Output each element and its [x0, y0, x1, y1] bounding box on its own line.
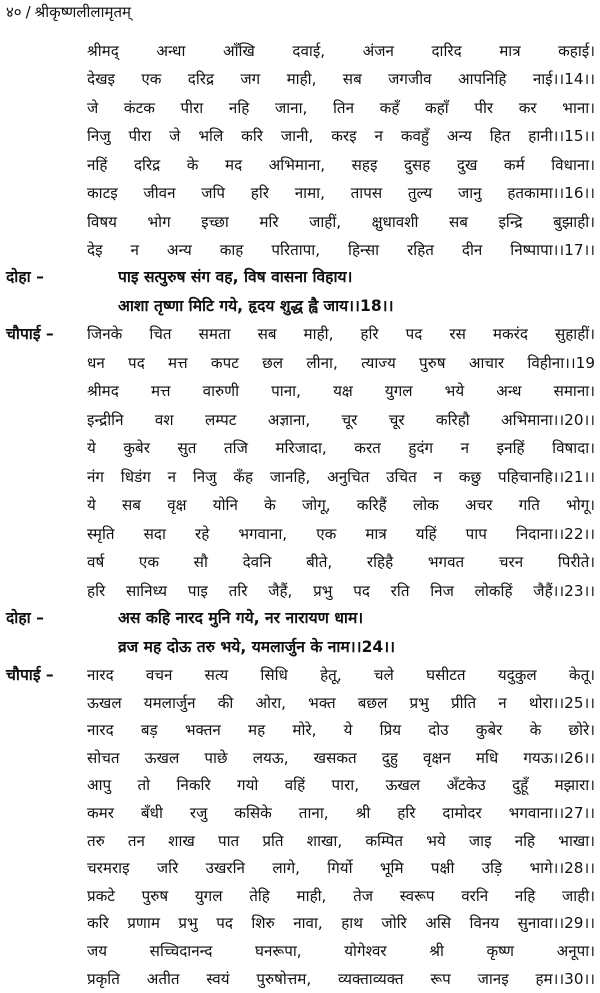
verse-line: जिनके चित समता सब माही, हरि पद रस मकरंद सुहाहीं।	[87, 325, 595, 343]
verse-line: प्रकटे पुरुष युगल तेहि माही, तेज स्वरूप वरनि नहि जाही।	[87, 886, 595, 905]
verse-line: नारद बड़ भक्तन मह मोरे, ये प्रिय दोउ कुबेर के छोरे।	[87, 721, 595, 740]
verse-line: श्रीमद् अन्धा आँखि दवाई, अंजन दारिद मात्र कहाई।	[87, 42, 595, 60]
doha-label: दोहा –	[6, 609, 44, 627]
doha-label: दोहा –	[6, 268, 44, 286]
doha-line: अस कहि नारद मुनि गये, नर नारायण धाम।	[118, 609, 364, 627]
verse-line: इन्द्रीनि वश लम्पट अज्ञाना, चूर चूर करिहौ अभिमाना।।20।।	[87, 411, 595, 429]
verse-line: प्रकृति अतीत स्वयं पुरुषोत्तम, व्यक्ताव्यक्त रूप जानइ हम।।30।।	[87, 969, 595, 988]
verse-line: चरमराइ जरि उखरनि लागे, गिर्यो भूमि पक्षी उड़ि भागे।।28।।	[87, 859, 595, 878]
verse-line: निजु पीरा जे भलि करि जानी, करइ न कवहुँ अन्य हित हानी।।15।।	[87, 127, 595, 145]
doha-line: व्रज मह दोऊ तरु भये, यमलार्जुन के नाम।।24।।	[118, 638, 396, 656]
verse-line: कमर बँधी रजु कसिके ताना, श्री हरि दामोदर भगवाना।।27।।	[87, 804, 595, 822]
verse-line: वर्ष एक सौ देवनि बीते, रहिहै भगवत चरन पिरीते।	[87, 553, 595, 571]
verse-line: करि प्रणाम प्रभु पद शिरु नावा, हाथ जोरि असि विनय सुनावा।।29।।	[87, 914, 595, 933]
doha-line: पाइ सत्पुरुष संग वह, विष वासना विहाय।	[118, 268, 353, 286]
verse-line: देखइ एक दरिद्र जग माही, सब जगजीव आपनिहि नाई।।14।।	[87, 70, 595, 88]
verse-line: देइ न अन्य काह परितापा, हिन्सा रहित दीन निष्पापा।।17।।	[87, 241, 595, 259]
verse-line: श्रीमद मत्त वारुणी पाना, यक्ष युगल भये अन्ध समाना।	[87, 382, 595, 400]
verse-line: नहिं दरिद्र के मद अभिमाना, सहइ दुसह दुख कर्म विधाना।	[87, 156, 595, 174]
verse-line: स्मृति सदा रहे भगवाना, एक मात्र यहिं पाप निदाना।।22।।	[87, 525, 595, 543]
verse-line: नारद वचन सत्य सिधि हेतू, चले घसीटत यदुकुल केतू।	[87, 666, 595, 684]
chaupai-label: चौपाई –	[6, 666, 54, 684]
page-header	[6, 2, 131, 22]
verse-line: काटइ जीवन जपि हरि नामा, तापस तुल्य जानु हतकामा।।16।।	[87, 184, 595, 202]
verse-line: तरु तन शाख पात प्रति शाखा, कम्पित भये जाइ नहि भाखा।	[87, 831, 595, 850]
page-number: ४०	[6, 3, 22, 21]
verse-line: आपु तो निकरि गयो वहिं पारा, ऊखल अँटकेउ दुहूँ मझारा।	[87, 776, 595, 795]
verse-line: हरि सानिध्य पाइ तरि जैहैं, प्रभु पद रति निज लोकहिं जैहैं।।23।।	[87, 582, 595, 600]
verse-line: ये सब वृक्ष योनि के जोगू, करिहैं लोक अचर गति भोगू।	[87, 496, 595, 514]
verse-line: जय सच्चिदानन्द घनरूपा, योगेश्वर श्री कृष्ण अनूपा।	[87, 942, 595, 960]
verse-line: सोचत ऊखल पाछे लयऊ, खसकत दुहु वृक्षन मधि गयऊ।।26।।	[87, 748, 595, 767]
header-separator: /	[25, 3, 31, 21]
verse-line: विषय भोग इच्छा मरि जाहीं, क्षुधावशी सब इन्द्रि बुझाही।	[87, 213, 595, 231]
verse-line: ये कुबेर सुत तजि मरिजादा, करत हुदंग न इनहिं विषादा।	[87, 439, 595, 457]
book-title: श्रीकृष्णलीलामृतम्	[34, 3, 131, 21]
verse-line: नंग धिडंग न निजु कँह जानहि, अनुचित उचित न कछु पहिचानहि।।21।।	[87, 468, 595, 486]
doha-line: आशा तृष्णा मिटि गये, हृदय शुद्ध ह्वै जाय।।18।।	[118, 297, 394, 315]
verse-line: धन पद मत्त कपट छल लीना, त्याज्य पुरुष आचार विहीना।।19	[87, 354, 595, 372]
verse-line: जे कंटक पीरा नहि जाना, तिन कहँ कहाँ पीर कर भाना।	[87, 99, 595, 117]
verse-line: ऊखल यमलार्जुन की ओरा, भक्त बछल प्रभु प्रीति न थोरा।।25।।	[87, 693, 595, 712]
chaupai-label: चौपाई –	[6, 325, 54, 343]
